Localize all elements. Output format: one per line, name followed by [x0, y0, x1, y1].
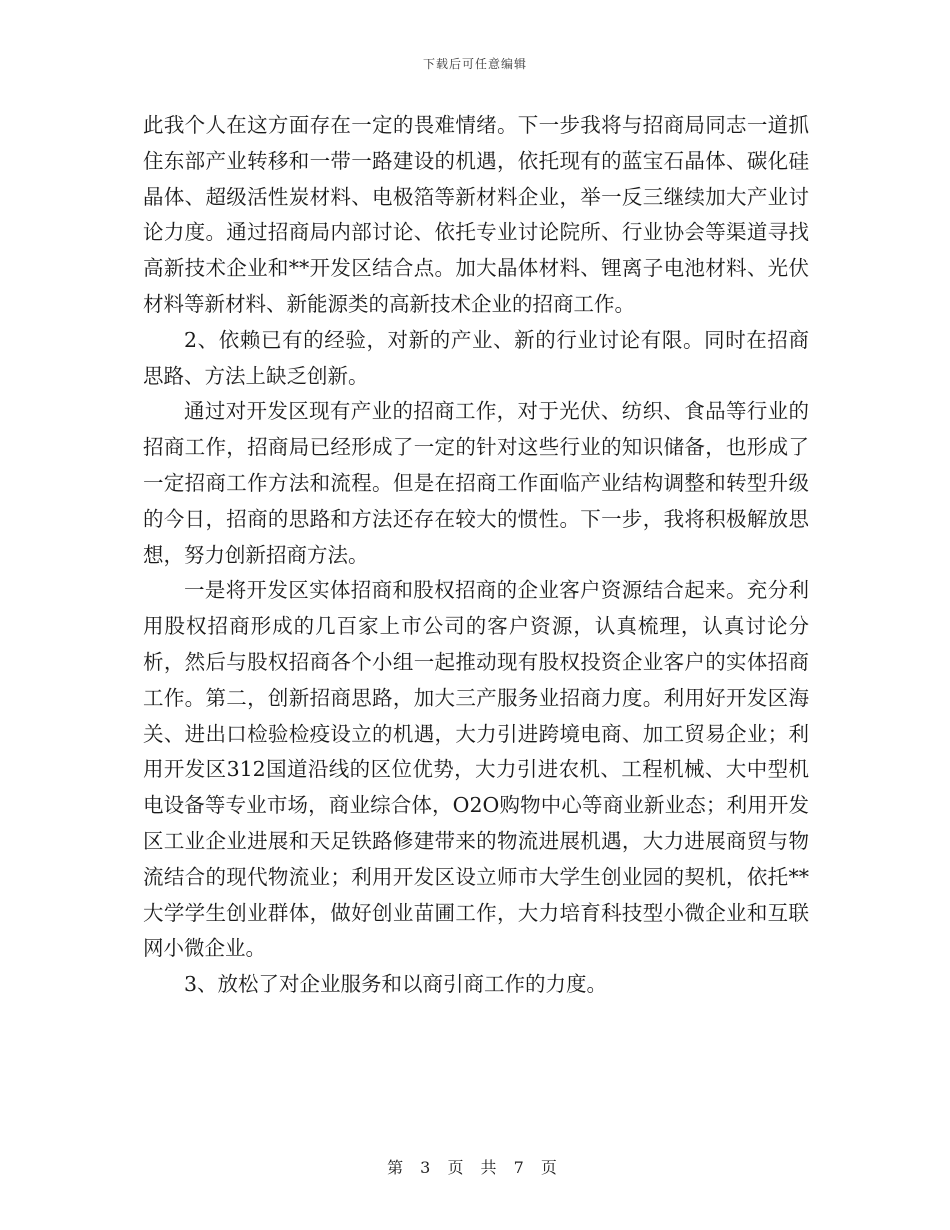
document-body: [143, 108, 809, 1003]
paragraph-continuation: 此我个人在这方面存在一定的畏难情绪。下一步我将与招商局同志一道抓住东部产业转移和一带一路建设的机遇，依托现有的蓝宝石晶体、碳化硅晶体、超级活性炭材料、电极箔等新材料企业，举一反三继续加大产业讨论力度。通过招商局内部讨论、依托专业讨论院所、行业协会等渠道寻找高新技术企业和**开发区结合点。加大晶体材料、锂离子电池材料、光伏材料等新材料、新能源类的高新技术企业的招商工作。: [143, 113, 809, 316]
page-header: 下载后可任意编辑: [422, 57, 527, 71]
paragraph-body: 一是将开发区实体招商和股权招商的企业客户资源结合起来。充分利用股权招商形成的几百家上市公司的客户资源，认真梳理，认真讨论分析，然后与股权招商各个小组一起推动现有股权投资企业客户的实体招商工作。第二，创新招商思路，加大三产服务业招商力度。利用好开发区海关、进出口检验检疫设立的机遇，大力引进跨境电商、加工贸易企业；利用开发区312国道沿线的区位优势，大力引进农机、工程机械、大中型机电设备等专业市场，商业综合体，O2O购物中心等商业新业态；利用开发区工业企业进展和天足铁路修建带来的物流进展机遇，大力进展商贸与物流结合的现代物流业；利用开发区设立师市大学生创业园的契机，依托**大学学生创业群体，做好创业苗圃工作，大力培育科技型小微企业和互联网小微企业。: [143, 578, 809, 961]
paragraph-point-3: 3、放松了对企业服务和以商引商工作的力度。: [184, 972, 608, 997]
paragraph-point-2: 2、依赖已有的经验，对新的产业、新的行业讨论有限。同时在招商思路、方法上缺乏创新。: [143, 327, 809, 388]
paragraph-body: 通过对开发区现有产业的招商工作，对于光伏、纺织、食品等行业的招商工作，招商局已经形成了一定的针对这些行业的知识储备，也形成了一定招商工作方法和流程。但是在招商工作面临产业结构调整和转型升级的今日，招商的思路和方法还存在较大的惯性。下一步，我将积极解放思想，努力创新招商方法。: [143, 399, 809, 567]
page-number-footer: 第 3 页 共 7 页: [387, 1158, 563, 1177]
